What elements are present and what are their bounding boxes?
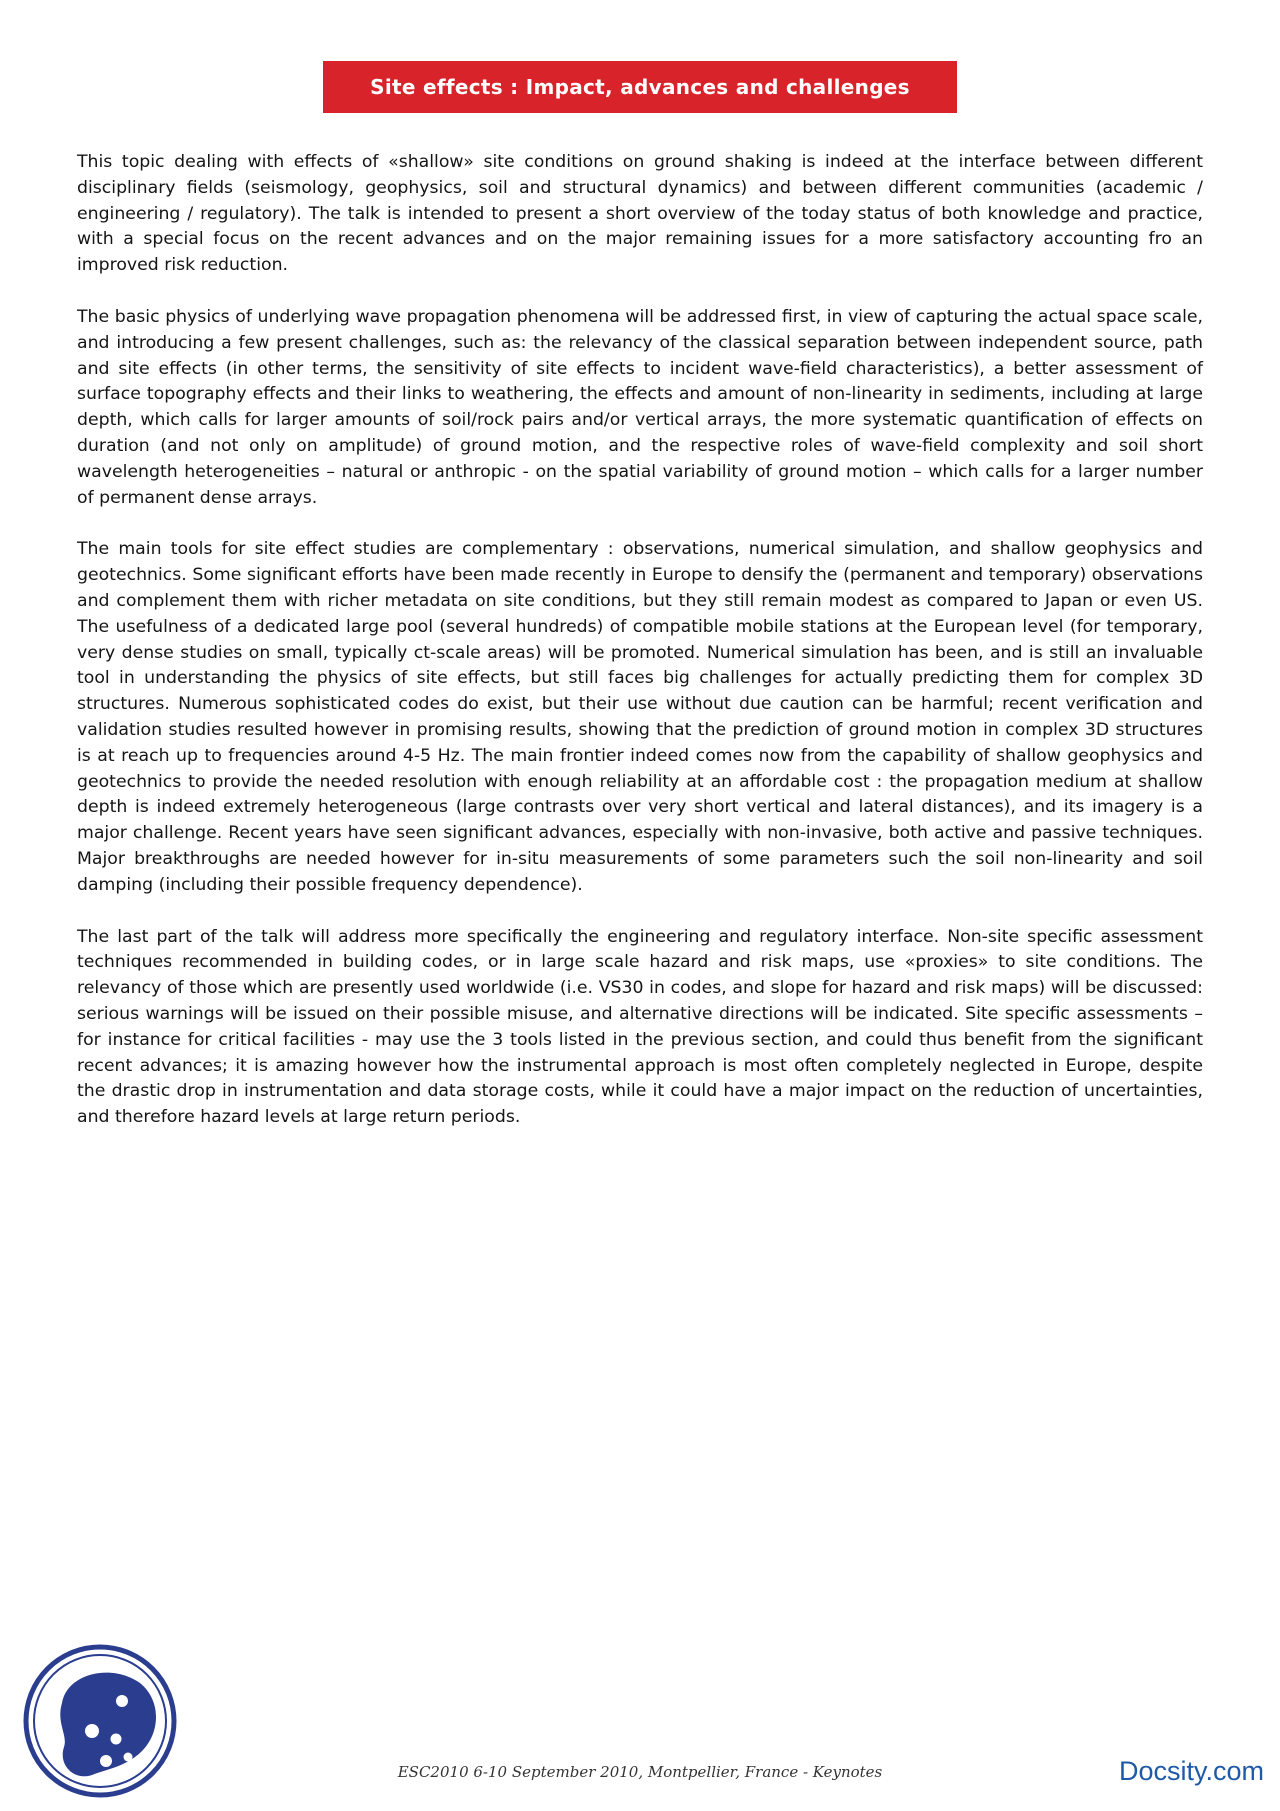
paragraph-tools: The main tools for site effect studies are complementary : observations, numerical simulation, and shallow geophysics and geotechnics. Some significant efforts have been made recently in Europe to densify the (permanent and temporary) observations and complement them with richer metadata on site conditions, but they still remain modest as compared to Japan or even US. The usefulness of a dedicated large pool (several hundreds) of compatible mobile stations at the European level (for temporary, very dense studies on small, typically ct-scale areas) will be promoted. Numerical simulation has been, and is still an invaluable tool in understanding the physics of site effects, but still faces big challenges for actually predicting them for complex 3D structures. Numerous sophisticated codes do exist, but their use without due caution can be harmful; recent verification and validation studies resulted however in promising results, showing that the prediction of ground motion in complex 3D structures is at reach up to frequencies around 4-5 Hz. The main frontier indeed comes now from the capability of shallow geophysics and geotechnics to provide the needed resolution with enough reliability at an affordable cost : the propagation medium at shallow depth is indeed extremely heterogeneous (large contrasts over very short vertical and lateral distances), and its imagery is a major challenge. Recent years have seen significant advances, especially with non-invasive, both active and passive techniques. Major breakthroughs are needed however for in-situ measurements of some parameters such the soil non-linearity and soil damping (including their possible frequency dependence). xyxy=(77,539,1203,895)
page-title: Site effects : Impact, advances and challenges xyxy=(370,75,910,99)
title-banner xyxy=(323,61,957,113)
abstract-body xyxy=(77,150,1203,1157)
paragraph-intro: This topic dealing with effects of «shallow» site conditions on ground shaking is indeed at the interface between different disciplinary fields (seismology, geophysics, soil and structural dynamics) and between different communities (academic / engineering / regulatory). The talk is intended to present a short overview of the today status of both knowledge and practice, with a special focus on the recent advances and on the major remaining issues for a more satisfactory accounting fro an improved risk reduction. xyxy=(77,152,1203,276)
paragraph-physics: The basic physics of underlying wave propagation phenomena will be addressed first, in view of capturing the actual space scale, and introducing a few present challenges, such as: the relevancy of the classical separation between independent source, path and site effects (in other terms, the sensitivity of site effects to incident wave-field characteristics), a better assessment of surface topography effects and their links to weathering, the effects and amount of non-linearity in sediments, including at large depth, which calls for larger amounts of soil/rock pairs and/or vertical arrays, the more systematic quantification of effects on duration (and not only on amplitude) of ground motion, and the respective roles of wave-field complexity and soil short wavelength heterogeneities – natural or anthropic - on the spatial variability of ground motion – which calls for a larger number of permanent dense arrays. xyxy=(77,306,1203,508)
conference-footer: ESC2010 6-10 September 2010, Montpellier, France - Keynotes xyxy=(397,1763,883,1781)
paragraph-engineering: The last part of the talk will address more specifically the engineering and regulatory interface. Non-site specific assessment techniques recommended in building codes, or in large scale hazard and risk maps, use «proxies» to site conditions. The relevancy of those which are presently used worldwide (i.e. VS30 in codes, and slope for hazard and risk maps) will be discussed: serious warnings will be issued on their possible misuse, and alternative directions will be indicated. Site specific assessments – for instance for critical facilities - may use the 3 tools listed in the previous section, and could thus benefit from the significant recent advances; it is amazing however how the instrumental approach is most often completely neglected in Europe, despite the drastic drop in instrumentation and data storage costs, while it could have a major impact on the reduction of uncertainties, and therefore hazard levels at large return periods. xyxy=(77,926,1203,1128)
docsity-watermark[interactable]: Docsity.com xyxy=(1118,1756,1264,1786)
